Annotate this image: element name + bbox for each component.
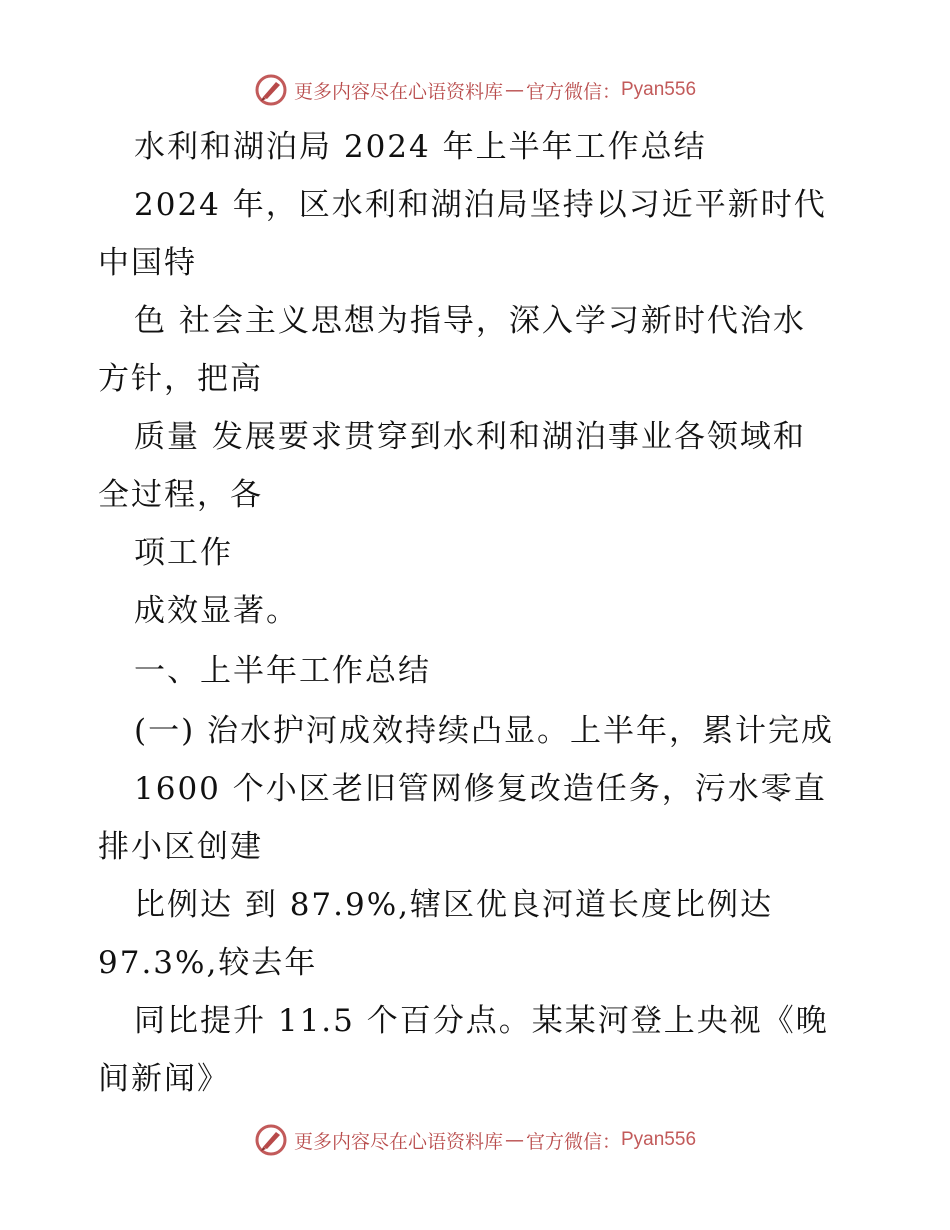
banner-text: 更多内容尽在心语资料库 — [293, 80, 503, 103]
subsection-heading: (一) 治水护河成效持续凸显。上半年，累计完成 — [134, 713, 835, 749]
text-line: 2024 年，区水利和湖泊局坚持以习近平新时代 — [134, 187, 827, 223]
banner-wechat-label: 官方微信： — [525, 80, 621, 103]
banner-wechat-id: Pyan556 — [621, 79, 697, 100]
text-line: 方针，把高 — [98, 361, 263, 397]
text-line: 全过程，各 — [98, 477, 263, 513]
text-line: 间新闻》 — [98, 1061, 230, 1097]
text-line: 色 社会主义思想为指导，深入学习新时代治水 — [134, 303, 806, 339]
text-line: 97.3%,较去年 — [98, 945, 318, 981]
text-line: 成效显著。 — [134, 593, 299, 629]
banner-wechat-label: 官方微信： — [525, 1130, 621, 1153]
document-title: 水利和湖泊局 2024 年上半年工作总结 — [134, 129, 707, 165]
text-line: 质量 发展要求贯穿到水利和湖泊事业各领域和 — [134, 419, 806, 455]
text-line: 排小区创建 — [98, 829, 263, 865]
text-line: 中国特 — [98, 245, 197, 281]
text-line: 1600 个小区老旧管网修复改造任务，污水零直 — [134, 771, 827, 807]
section-heading: 一、上半年工作总结 — [134, 653, 431, 689]
text-line: 比例达 到 87.9%,辖区优良河道长度比例达 — [134, 887, 774, 923]
banner-wechat-id: Pyan556 — [621, 1129, 697, 1150]
text-line: 同比提升 11.5 个百分点。某某河登上央视《晚 — [134, 1003, 829, 1039]
text-line: 项工作 — [134, 535, 233, 571]
feather-pen-icon — [254, 1123, 288, 1157]
banner-separator: — — [504, 79, 524, 101]
watermark-banner-bottom — [0, 1120, 950, 1160]
banner-separator: — — [504, 1129, 524, 1151]
banner-text: 更多内容尽在心语资料库 — [293, 1130, 503, 1153]
